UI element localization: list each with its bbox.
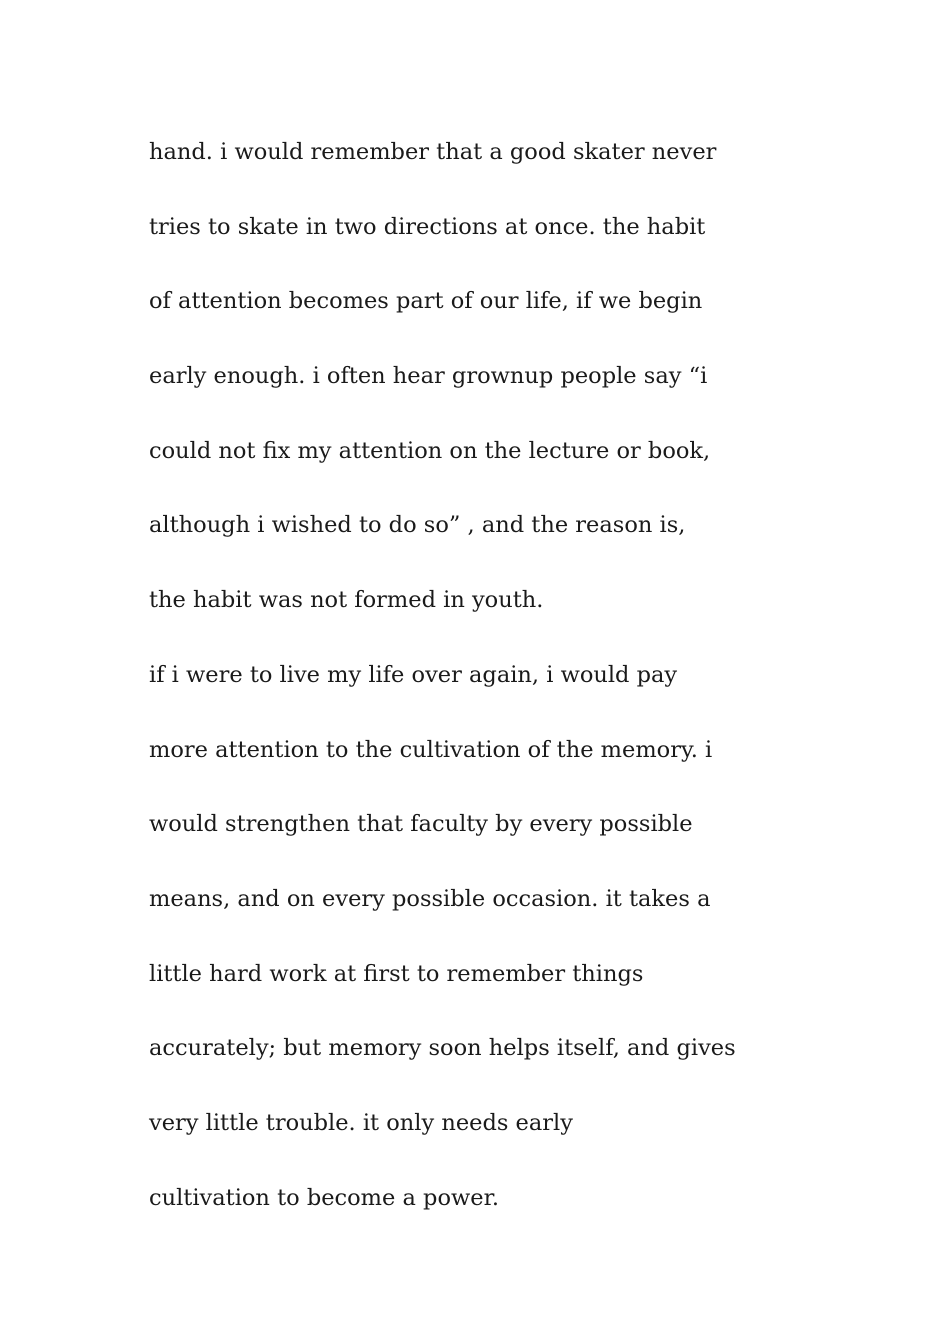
text-line: of attention becomes part of our life, if we begin (149, 288, 703, 315)
text-line: if i were to live my life over again, i would pay (149, 661, 678, 688)
text-line: the habit was not formed in youth. (149, 587, 544, 614)
text-line: more attention to the cultivation of the memory. i (149, 736, 713, 763)
body-text (149, 133, 849, 1253)
text-line: hand. i would remember that a good skater never (149, 139, 717, 165)
text-line: would strengthen that faculty by every possible (149, 811, 693, 838)
text-line: little hard work at first to remember things (149, 960, 644, 987)
text-line: cultivation to become a power. (149, 1184, 500, 1211)
text-line: very little trouble. it only needs early (149, 1109, 573, 1136)
text-line: tries to skate in two directions at once. the habit (149, 213, 706, 240)
text-line: early enough. i often hear grownup people say “i (149, 363, 708, 390)
text-line: although i wished to do so” , and the reason is, (149, 512, 686, 539)
text-line: means, and on every possible occasion. it takes a (149, 885, 711, 912)
text-line: could not fix my attention on the lecture or book, (149, 437, 711, 464)
text-line: accurately; but memory soon helps itself, and gives (149, 1035, 736, 1062)
